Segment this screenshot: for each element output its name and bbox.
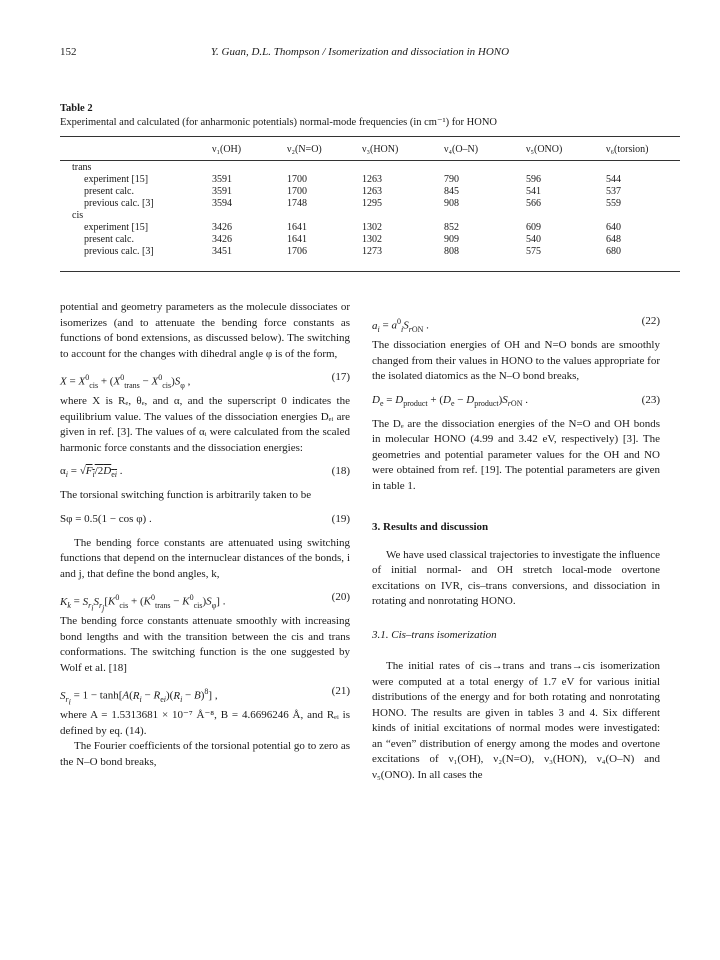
- column-header: ν₆(torsion): [606, 144, 649, 155]
- table-row: [60, 222, 680, 234]
- table-group-row: [60, 210, 680, 222]
- cell: 808: [444, 246, 459, 257]
- cell: 3426: [212, 222, 232, 233]
- group-label: trans: [72, 162, 92, 173]
- row-label: experiment [15]: [84, 174, 149, 185]
- cell: 909: [444, 234, 459, 245]
- equation-formula: $\alpha_i = √F_i/2D_{ei}$ .: [60, 465, 123, 480]
- equation-formula: $S_{r_i} = 1 - \tanh[A(R_i - R_{ei})(R_i - B)^8]$ ,: [60, 687, 218, 707]
- paragraph: where A = 1.5313681 × 10⁻⁷ Å⁻⁸, B = 4.6696246 Å, and Rₑᵢ is defined by eq. (14).: [60, 709, 350, 737]
- equation-22: [372, 312, 660, 332]
- table-caption-text: Experimental and calculated (for anharmonic potentials) normal-mode frequencies (in cm⁻¹) for HONO: [60, 117, 497, 128]
- equation-formula: Sφ = 0.5(1 − cos φ) .: [60, 512, 152, 525]
- paragraph: where X is Rₑ, θₑ, and α, and the superscript 0 indicates the equilibrium value. The values of the dissociation energies Dₑᵢ are given in ref. [3]. The values of αᵢ were calculated from the scaled harmonic force constants and the dissociation energies:: [60, 395, 350, 454]
- cell: 852: [444, 222, 459, 233]
- cell: 1706: [287, 246, 307, 257]
- cell: 566: [526, 198, 541, 209]
- table-group-row: [60, 162, 680, 174]
- table-row: [60, 186, 680, 198]
- row-label: previous calc. [3]: [84, 198, 154, 209]
- cell: 1641: [287, 222, 307, 233]
- cell: 1295: [362, 198, 382, 209]
- row-label: previous calc. [3]: [84, 246, 154, 257]
- cell: 540: [526, 234, 541, 245]
- equation-18: [60, 462, 350, 482]
- equation-formula: $D_e = D_{product} + (D_e - D_{product})S_{rON}$ .: [372, 393, 528, 408]
- table-row: [60, 198, 680, 210]
- cell: 596: [526, 174, 541, 185]
- cell: 1302: [362, 222, 382, 233]
- equation-number: (23): [641, 393, 660, 406]
- paragraph: The bending force constants attenuate smoothly with increasing bond lengths and with the transition between the cis and trans conformations. The switching function is the one suggested by Wolf et al. [18]: [60, 615, 350, 674]
- cell: 1273: [362, 246, 382, 257]
- column-header: [60, 142, 212, 158]
- paragraph: The torsional switching function is arbitrarily taken to be: [60, 489, 312, 501]
- table-top-rule: [60, 136, 680, 137]
- equation-21: [60, 682, 350, 707]
- paragraph: The dissociation energies of OH and N=O bonds are smoothly changed from their values in HONO to the values appropriate for the isolated diatomics as the N–O bond breaks,: [372, 339, 660, 382]
- right-column: [372, 300, 660, 783]
- cell: 1748: [287, 198, 307, 209]
- cell: 3591: [212, 174, 232, 185]
- running-head: Y. Guan, D.L. Thompson / Isomerization and dissociation in HONO: [210, 46, 510, 58]
- equation-20: [60, 588, 350, 613]
- cell: 541: [526, 186, 541, 197]
- cell: 640: [606, 222, 621, 233]
- frequency-table: [60, 142, 680, 258]
- cell: 1263: [362, 186, 382, 197]
- paragraph: potential and geometry parameters as the molecule dissociates or isomerizes (and to attenuate the bending force constants as functions of bond extensions, as discussed below). The switching to account for the changes with dihedral angle φ is of the form,: [60, 301, 350, 360]
- column-header: ν₅(ONO): [526, 144, 563, 155]
- cell: 3591: [212, 186, 232, 197]
- table-bottom-rule: [60, 271, 680, 272]
- cell: 908: [444, 198, 459, 209]
- equation-17: [60, 368, 350, 388]
- paragraph: The initial rates of cis→trans and trans→cis isomerization were computed at a total energy of 1.7 eV for various initial distributions of the energy and for both rotating and nonrotating HONO. The results are given in tables 3 and 4. Six different kinds of initial excitations of normal modes were investigated: an “even” distribution of energy among the modes and overtone excitations of ν₁(OH), ν₂(N=O), ν₃(HON), ν₄(O–N) and ν₅(ONO). In all cases the: [372, 660, 660, 781]
- equation-formula: $a_i = a^0_iS_{rON}$ .: [372, 317, 429, 334]
- paragraph: The bending force constants are attenuated using switching functions that depend on the internuclear distances of the bonds, i and j, that define the bond angles, k,: [60, 536, 350, 580]
- equation-19: [60, 510, 350, 530]
- table-row: [60, 234, 680, 246]
- cell: 648: [606, 234, 621, 245]
- cell: 3594: [212, 198, 232, 209]
- paragraph: We have used classical trajectories to investigate the influence of initial normal- and OH stretch local-mode overtone excitations on IVR, cis–trans conversions, and dissociation in rotating and nonrotating HONO.: [372, 548, 661, 607]
- cell: 537: [606, 186, 621, 197]
- equation-number: (19): [331, 512, 350, 525]
- paragraph: The Fourier coefficients of the torsional potential go to zero as the N–O bond breaks,: [60, 740, 350, 768]
- equation-number: (17): [331, 371, 350, 383]
- cell: 1302: [362, 234, 382, 245]
- equation-number: (20): [331, 591, 350, 603]
- cell: 1700: [287, 186, 307, 197]
- row-label: experiment [15]: [84, 222, 149, 233]
- cell: 1700: [287, 174, 307, 185]
- table-header-row: [60, 142, 680, 158]
- left-column: [60, 300, 350, 770]
- cell: 680: [606, 246, 621, 257]
- row-label: present calc.: [84, 186, 134, 197]
- column-header: ν₂(N=O): [287, 144, 322, 155]
- subsection-heading: 3.1. Cis–trans isomerization: [372, 628, 497, 641]
- table-row: [60, 174, 680, 186]
- cell: 1641: [287, 234, 307, 245]
- equation-number: (21): [331, 685, 350, 697]
- cell: 559: [606, 198, 621, 209]
- column-header: ν₄(O–N): [444, 144, 479, 155]
- equation-number: (22): [641, 315, 660, 327]
- column-header: ν₁(OH): [212, 144, 242, 155]
- cell: 3451: [212, 246, 232, 257]
- equation-formula: $K_k = S_{r_i}S_{r_j}[K^0_{cis} + (K^0_{trans} - K^0_{cis})S_\varphi]$ .: [60, 593, 226, 613]
- table-row: [60, 246, 680, 258]
- equation-number: (18): [331, 465, 350, 477]
- cell: 1263: [362, 174, 382, 185]
- equation-formula: $X = X^0_{cis} + (X^0_{trans} - X^0_{cis})S_\varphi$ ,: [60, 373, 191, 390]
- page-number: 152: [60, 46, 77, 58]
- table-caption: [60, 102, 680, 130]
- paragraph: The Dₑ are the dissociation energies of the N=O and OH bonds in molecular HONO (4.99 and 3.42 eV, respectively) [3]. The geometries and potential parameter values for the OH and NO were obtained from ref. [19]. The potential parameters are given in table 1.: [372, 417, 660, 492]
- cell: 544: [606, 174, 621, 185]
- cell: 575: [526, 246, 541, 257]
- section-heading: 3. Results and discussion: [372, 521, 489, 533]
- row-label: present calc.: [84, 234, 134, 245]
- column-header: ν₃(HON): [362, 144, 399, 155]
- cell: 845: [444, 186, 459, 197]
- cell: 609: [526, 222, 541, 233]
- cell: 3426: [212, 234, 232, 245]
- table-label: Table 2: [60, 103, 93, 114]
- page-header: [60, 46, 660, 62]
- group-label: cis: [72, 210, 84, 221]
- equation-23: [372, 391, 660, 411]
- cell: 790: [444, 174, 459, 185]
